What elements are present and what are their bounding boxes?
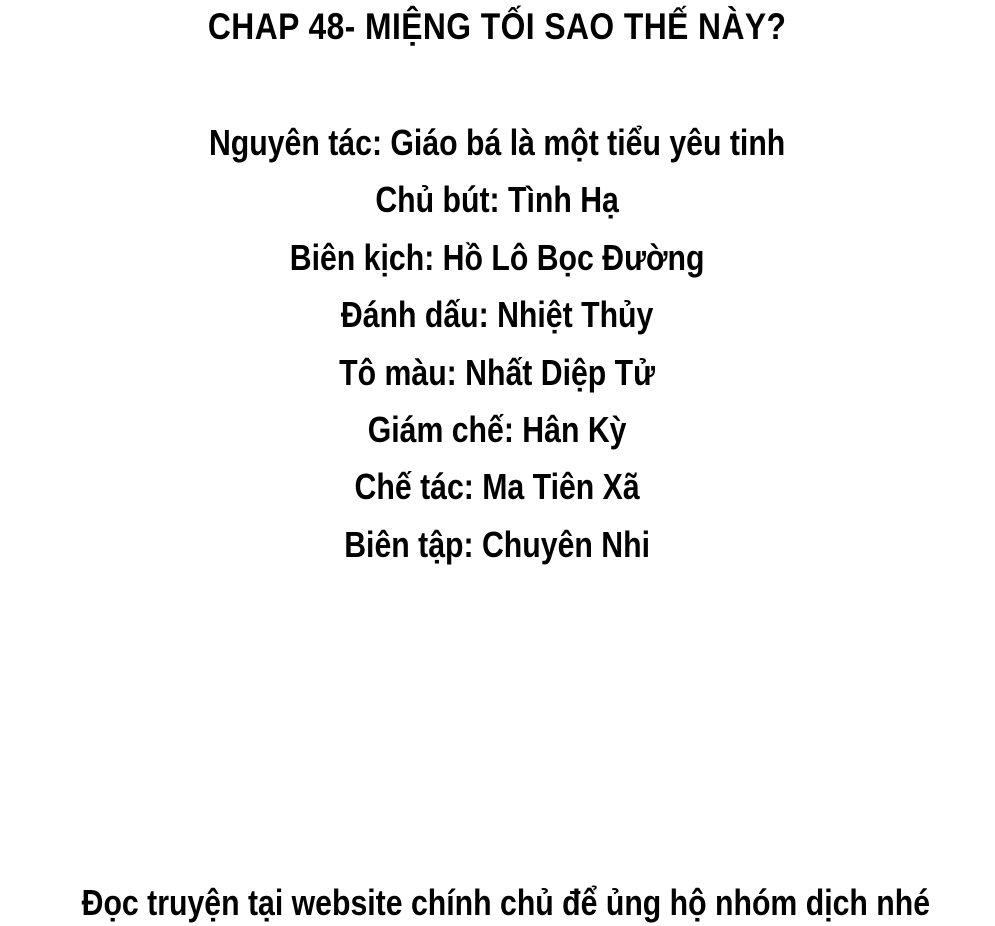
credit-marking: Đánh dấu: Nhiệt Thủy — [340, 294, 654, 336]
credit-coloring: Tô màu: Nhất Diệp Tử — [339, 351, 656, 393]
credit-supervisor: Giám chế: Hân Kỳ — [367, 408, 627, 450]
credits-list — [0, 120, 995, 579]
cut-off-note: Đọc truyện tại website chính chủ để ủng hộ nhóm dịch nhé — [81, 882, 931, 923]
chapter-title: CHAP 48- MIỆNG TỐI SAO THẾ NÀY? — [207, 6, 787, 47]
credit-production: Chế tác: Ma Tiên Xã — [354, 466, 640, 508]
credit-original-work: Nguyên tác: Giáo bá là một tiểu yêu tinh — [208, 122, 786, 163]
credit-lead-artist: Chủ bút: Tình Hạ — [375, 179, 619, 221]
credit-scriptwriter: Biên kịch: Hồ Lô Bọc Đường — [289, 236, 705, 278]
credit-editor: Biên tập: Chuyên Nhi — [344, 523, 650, 565]
